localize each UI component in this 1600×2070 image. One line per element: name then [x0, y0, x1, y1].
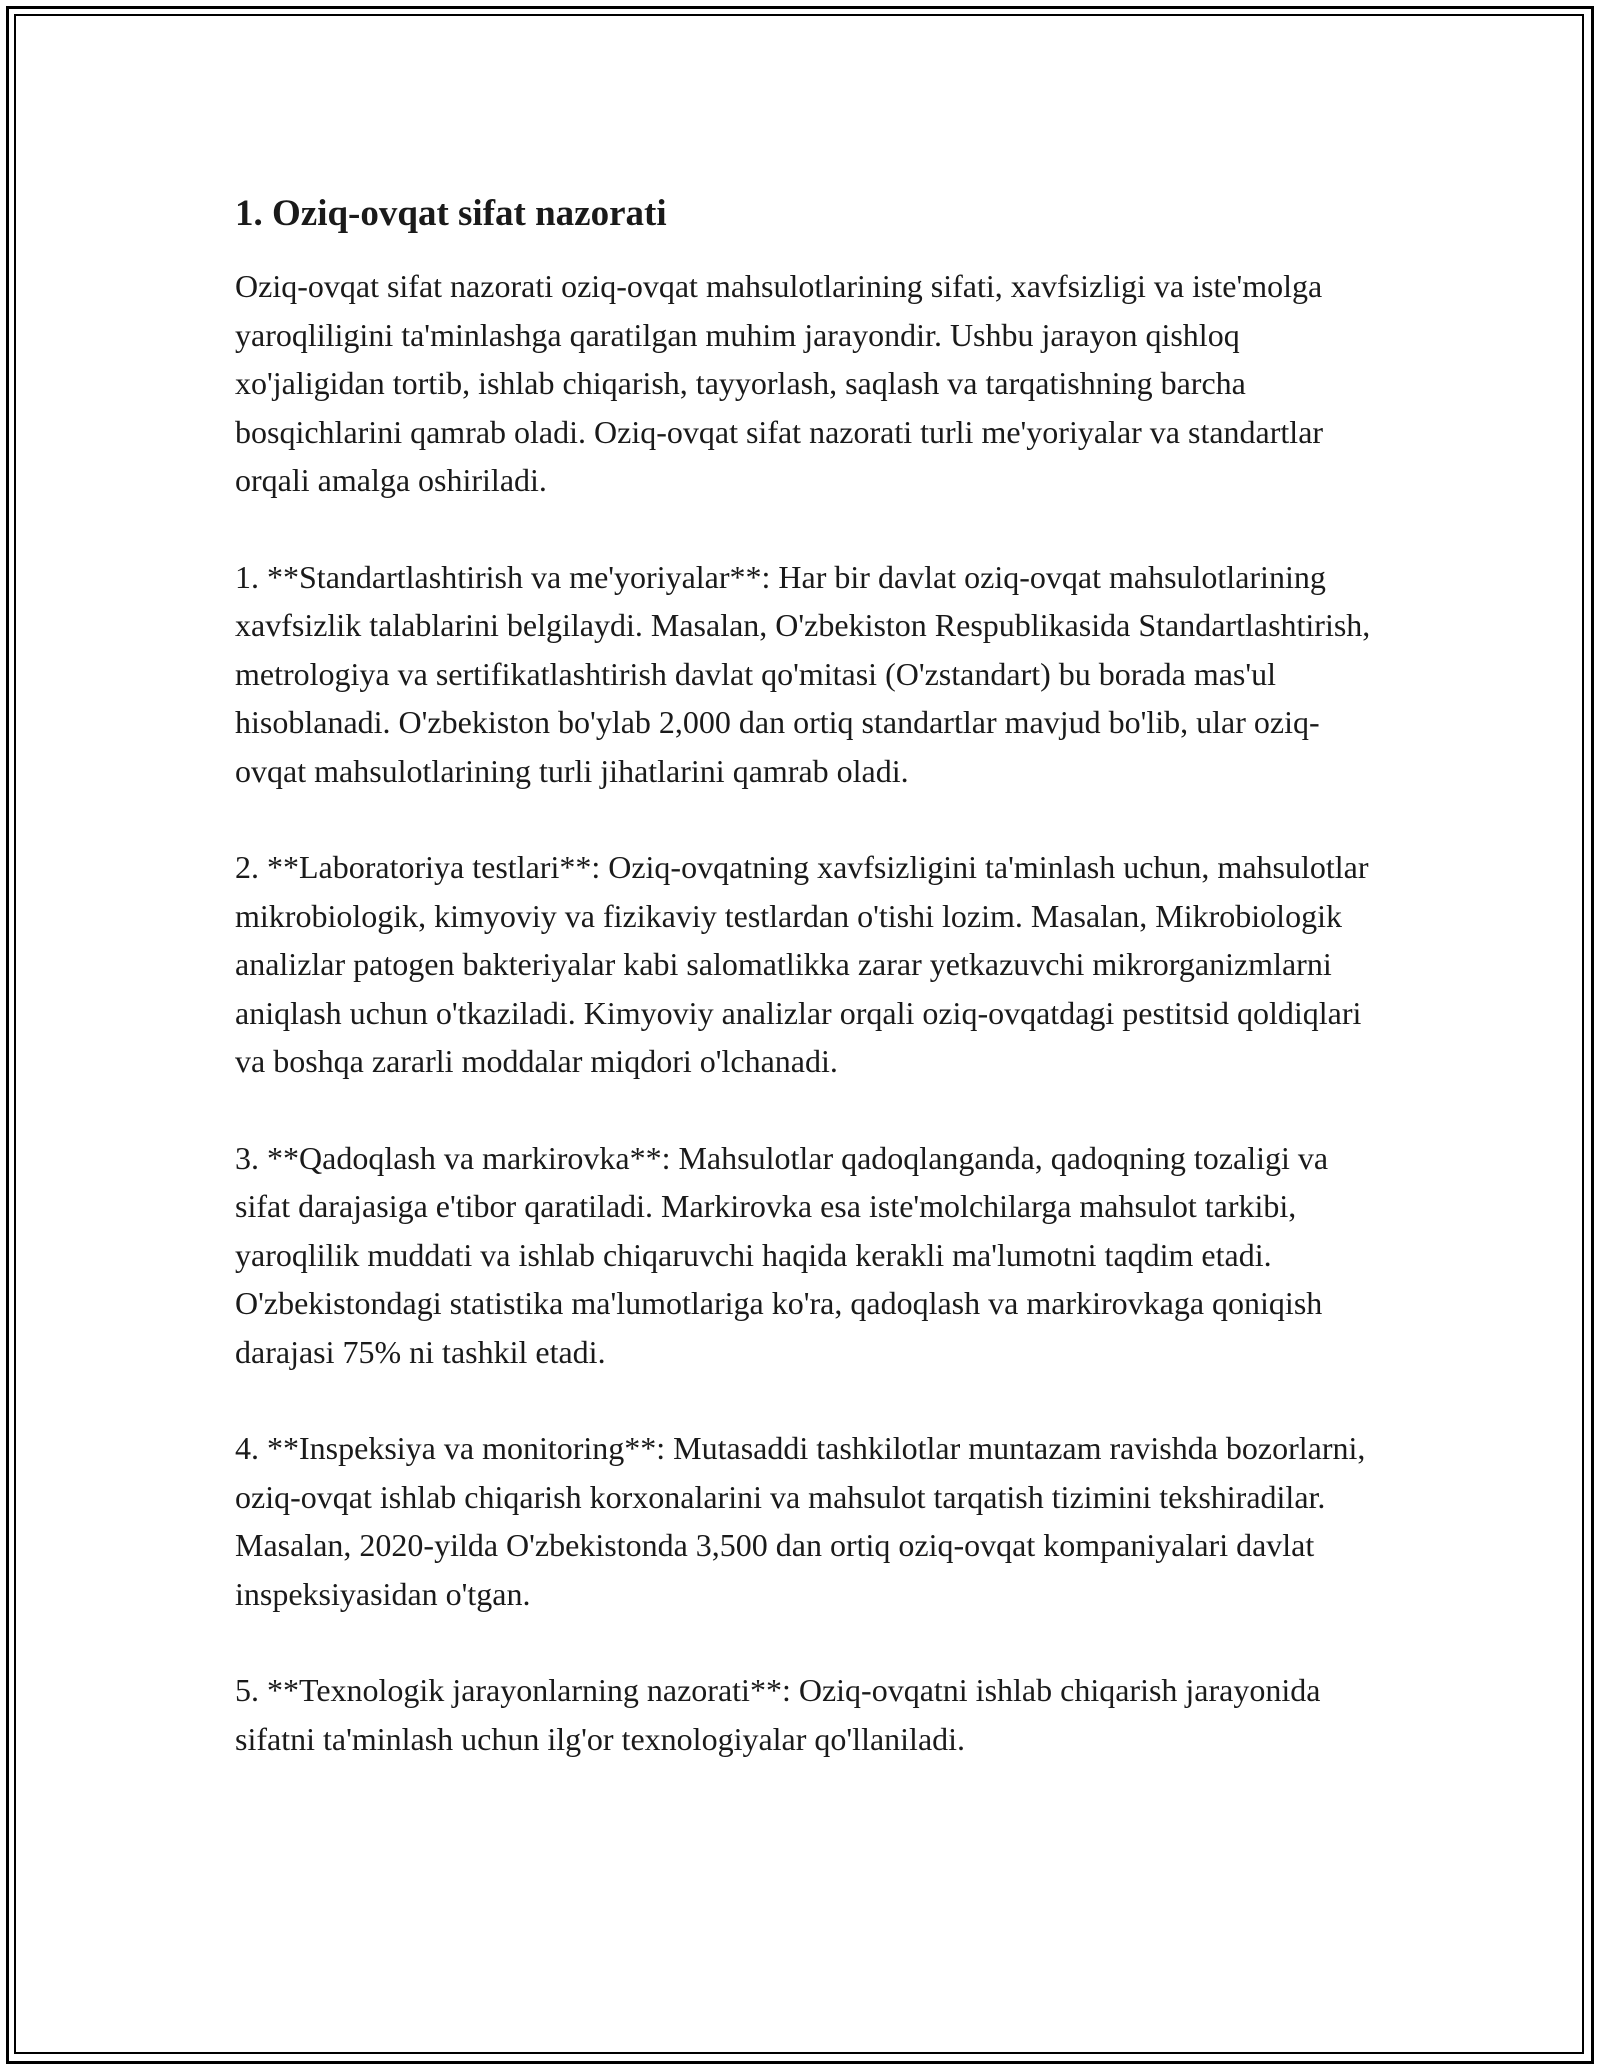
list-item-standards: 1. **Standartlashtirish va me'yoriyalar**: Har bir davlat oziq-ovqat mahsulotlarining xavfsizlik talablarini belgilaydi. Masalan, O'zbekiston Respublikasida Standartlashtirish, metrologiya va sertifikatlashtirish davlat qo'mitasi (O'zstandart) bu borada mas'ul hisoblanadi. O'zbekiston bo'ylab 2,000 dan ortiq standartlar mavjud bo'lib, ular oziq-ovqat mahsulotlarining turli jihatlarini qamrab oladi. [235, 558, 1371, 789]
list-item-lab-tests: 2. **Laboratoriya testlari**: Oziq-ovqatning xavfsizligini ta'minlash uchun, mahsulotlar mikrobiologik, kimyoviy va fizikaviy testlardan o'tishi lozim. Masalan, Mikrobiologik analizlar patogen bakteriyalar kabi salomatlikka zarar yetkazuvchi mikrorganizmlarni aniqlash uchun o'tkaziladi. Kimyoviy analizlar orqali oziq-ovqatdagi pestitsid qoldiqlari va boshqa zararli moddalar miqdori o'lchanadi. [235, 849, 1369, 1079]
list-item-inspection: 4. **Inspeksiya va monitoring**: Mutasaddi tashkilotlar muntazam ravishda bozorlarni, oziq-ovqat ishlab chiqarish korxonalarini va mahsulot tarqatish tizimini tekshiradilar. Masalan, 2020-yilda O'zbekistonda 3,500 dan ortiq oziq-ovqat kompaniyalari davlat inspeksiyasidan o'tgan. [235, 1430, 1366, 1612]
intro-paragraph: Oziq-ovqat sifat nazorati oziq-ovqat mahsulotlarining sifati, xavfsizligi va iste'molga yaroqliligini ta'minlashga qaratilgan muhim jarayondir. Ushbu jarayon qishloq xo'jaligidan tortib, ishlab chiqarish, tayyorlash, saqlash va tarqatishning barcha bosqichlarini qamrab oladi. Oziq-ovqat sifat nazorati turli me'yoriyalar va standartlar orqali amalga oshiriladi. [235, 268, 1324, 498]
document-body [235, 188, 1385, 1811]
section-heading: 1. Oziq-ovqat sifat nazorati [235, 193, 667, 234]
list-item-packaging: 3. **Qadoqlash va markirovka**: Mahsulotlar qadoqlanganda, qadoqning tozaligi va sifat darajasiga e'tibor qaratiladi. Markirovka esa iste'molchilarga mahsulot tarkibi, yaroqlilik muddati va ishlab chiqaruvchi haqida kerakli ma'lumotni taqdim etadi. O'zbekistondagi statistika ma'lumotlariga ko'ra, qadoqlash va markirovkaga qoniqish darajasi 75% ni tashkil etadi. [235, 1139, 1329, 1370]
list-item-technology: 5. **Texnologik jarayonlarning nazorati**: Oziq-ovqatni ishlab chiqarish jarayonida sifatni ta'minlash uchun ilg'or texnologiyalar qo'llaniladi. [235, 1672, 1321, 1757]
